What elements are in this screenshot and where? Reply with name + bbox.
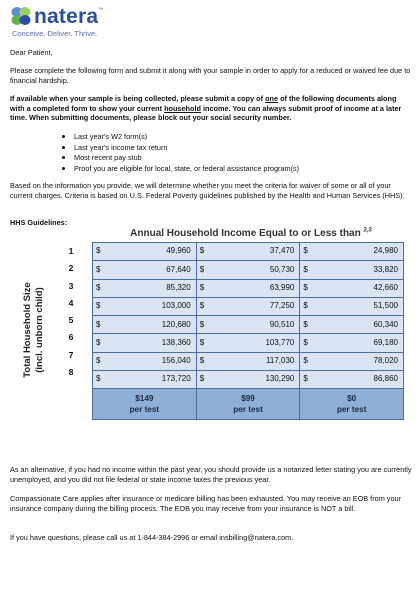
currency-symbol: $ — [300, 297, 313, 315]
income-limit-cell: 63,990 — [209, 279, 300, 297]
list-item: Most recent pay stub — [62, 153, 299, 164]
income-limit-cell: 103,000 — [106, 297, 197, 315]
currency-symbol: $ — [300, 261, 313, 279]
income-limit-cell: 130,290 — [209, 371, 300, 389]
household-size: 1 — [68, 246, 74, 256]
logo-tagline: Conceive. Deliver. Thrive. — [12, 29, 98, 38]
household-size: 3 — [68, 280, 74, 291]
price-amount: $0 — [347, 394, 357, 404]
household-size: 7 — [68, 349, 74, 360]
price-amount: $149 — [135, 394, 154, 404]
logo-wordmark: natera™ — [34, 5, 104, 28]
currency-symbol: $ — [196, 261, 209, 279]
criteria-paragraph: Based on the information you provide, we will determine whether you meet the criteria for waiver of some or all of your current charges. Criteria is based on U.S. Federal Poverty guidelines published by the Health and Human Services (HHS). — [10, 181, 405, 200]
household-size-axis-label: Total Household Size (incl. unborn child) — [22, 282, 45, 378]
household-size: 8 — [68, 367, 74, 378]
table-row — [93, 261, 404, 279]
income-limit-cell: 90,510 — [209, 316, 300, 334]
currency-symbol: $ — [196, 371, 209, 389]
currency-symbol: $ — [196, 297, 209, 315]
currency-symbol: $ — [93, 371, 106, 389]
table-row — [93, 279, 404, 297]
income-limit-cell: 69,180 — [313, 334, 404, 352]
natera-logo — [10, 5, 130, 39]
alternative-paragraph: As an alternative, if you had no income within the past year, you should provide us a notarized letter stating you are currently unemployed, and you did not file federal or state income taxes the previous year. — [10, 465, 412, 484]
price-per-test-cell — [196, 389, 300, 420]
income-limit-cell: 60,340 — [313, 316, 404, 334]
currency-symbol: $ — [300, 243, 313, 261]
income-guidelines-table — [92, 242, 404, 420]
natera-clover-icon — [10, 5, 32, 27]
list-item: Last year's income tax return — [62, 143, 299, 154]
price-row — [93, 389, 404, 420]
currency-symbol: $ — [93, 297, 106, 315]
price-amount: $99 — [241, 394, 255, 404]
income-limit-cell: 117,030 — [209, 352, 300, 370]
income-limit-cell: 173,720 — [106, 371, 197, 389]
accepted-documents-list — [62, 132, 299, 174]
price-unit: per test — [336, 405, 367, 415]
income-limit-cell: 51,500 — [313, 297, 404, 315]
currency-symbol: $ — [93, 261, 106, 279]
income-limit-cell: 49,960 — [106, 243, 197, 261]
currency-symbol: $ — [93, 279, 106, 297]
hhs-guidelines-heading: HHS Guidelines: — [10, 218, 68, 227]
greeting: Dear Patient, — [10, 48, 53, 57]
price-unit: per test — [129, 405, 160, 415]
contact-paragraph: If you have questions, please call us at 1-844-384-2996 or email insbilling@natera.com. — [10, 533, 294, 542]
price-per-test-cell — [300, 389, 404, 420]
document-instructions: If available when your sample is being collected, please submit a copy of one of the following documents along with a completed form to show your current household income. You can always submit proof of income at a later time. When submitting documents, please block out your social security number. — [10, 94, 402, 123]
income-limit-cell: 86,860 — [313, 371, 404, 389]
income-limit-cell: 78,020 — [313, 352, 404, 370]
income-limit-cell: 33,820 — [313, 261, 404, 279]
table-row — [93, 371, 404, 389]
currency-symbol: $ — [93, 334, 106, 352]
household-size-column — [60, 243, 82, 381]
table-row — [93, 297, 404, 315]
currency-symbol: $ — [196, 352, 209, 370]
currency-symbol: $ — [93, 352, 106, 370]
currency-symbol: $ — [300, 352, 313, 370]
income-limit-cell: 103,770 — [209, 334, 300, 352]
table-body — [93, 243, 404, 420]
price-per-test-cell — [93, 389, 197, 420]
income-limit-cell: 67,640 — [106, 261, 197, 279]
income-limit-cell: 42,660 — [313, 279, 404, 297]
compassionate-care-paragraph: Compassionate Care applies after insurance or medicare billing has been exhausted. You may receive an EOB from your insurance company during the billing process. The EOB you may receive from your insurance is NOT a bill. — [10, 494, 402, 513]
currency-symbol: $ — [300, 316, 313, 334]
income-limit-cell: 37,470 — [209, 243, 300, 261]
table-row — [93, 334, 404, 352]
income-limit-cell: 120,680 — [106, 316, 197, 334]
income-limit-cell: 156,040 — [106, 352, 197, 370]
currency-symbol: $ — [196, 316, 209, 334]
currency-symbol: $ — [300, 334, 313, 352]
currency-symbol: $ — [300, 279, 313, 297]
intro-paragraph: Please complete the following form and submit it along with your sample in order to apply for a reduced or waived fee due to financial hardship. — [10, 66, 411, 85]
list-item: Last year's W2 form(s) — [62, 132, 299, 143]
table-title: Annual Household Income Equal to or Less than $^{2,3}$ — [130, 227, 372, 239]
table-row — [93, 316, 404, 334]
table-row — [93, 243, 404, 261]
household-size: 6 — [68, 332, 74, 343]
list-item: Proof you are eligible for local, state, or federal assistance program(s) — [62, 164, 299, 175]
currency-symbol: $ — [196, 279, 209, 297]
income-limit-cell: 85,320 — [106, 279, 197, 297]
income-limit-cell: 138,360 — [106, 334, 197, 352]
income-limit-cell: 77,250 — [209, 297, 300, 315]
household-size: 4 — [68, 297, 74, 308]
currency-symbol: $ — [300, 371, 313, 389]
household-size: 2 — [68, 263, 74, 274]
currency-symbol: $ — [196, 243, 209, 261]
household-size: 5 — [68, 315, 74, 326]
income-limit-cell: 24,980 — [313, 243, 404, 261]
price-unit: per test — [233, 405, 263, 415]
currency-symbol: $ — [93, 316, 106, 334]
income-limit-cell: 50,730 — [209, 261, 300, 279]
currency-symbol: $ — [196, 334, 209, 352]
currency-symbol: $ — [93, 243, 106, 261]
table-row — [93, 352, 404, 370]
